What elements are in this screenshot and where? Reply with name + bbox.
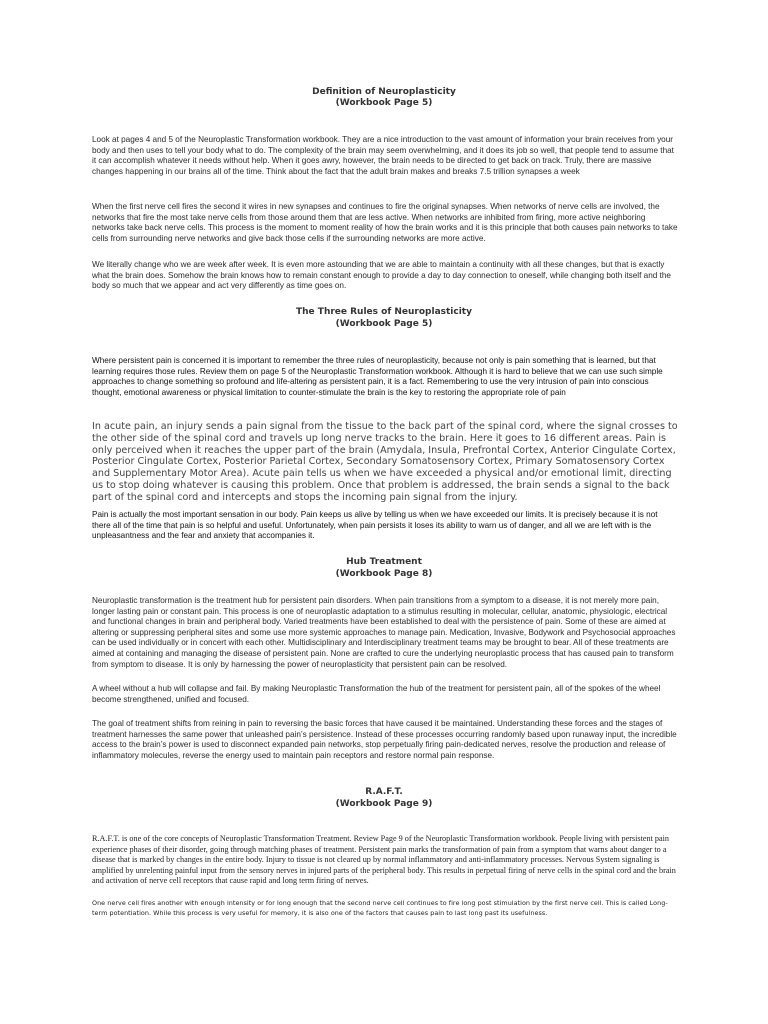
paragraph: In acute pain, an injury sends a pain signal from the tissue to the back part of the spinal cord, where the signal crosses to the other side of the spinal cord and travels up long nerve tracks to the brain. Here it goes to 16 different areas. Pain is only perceived when it reaches the upper part of the brain (Amydala, Insula, Prefrontal Cortex, Anterior Cingulate Cortex, Posterior Cingulate Cortex, Posterior Parietal Cortex, Secondary Somatosensory Cortex, Primary Somatosensory Cortex and Supplementary Motor Area). Acute pain tells us when we have exceeded a physical and/or emotional limit, directing us to stop doing whatever is causing this problem. Once that problem is addressed, the brain sends a signal to the back part of the spinal cord and intercepts and stops the incoming pain signal from the injury. [92,421,678,503]
section-title-hub-treatment: Hub Treatment [346,557,422,567]
section-title-neuroplasticity: Definition of Neuroplasticity [312,87,456,97]
paragraph: R.A.F.T. is one of the core concepts of Neuroplastic Transformation Treatment. Review Page 9 of the Neuroplastic Transformation workbook. People living with persistent pain experience phases of their disorder, going through matching phases of treatment. Persistent pain marks the transformation of pain from a symptom that warns about danger to a disease that is marked by changes in the entire body. Injury to tissue is not cleared up by normal inflammatory and anti-inflammatory processes. Nervous System signaling is amplified by unrelenting painful input from the sensory nerves in injured parts of the peripheral body. This results in perpetual firing of nerve cells in the spinal cord and the brain and activation of nerve cell receptors that cause rapid and long term firing of nerves. [92,834,676,886]
section-title-raft: R.A.F.T. [365,787,403,797]
section-subtitle-raft: (Workbook Page 9) [335,799,433,809]
section-subtitle-hub-treatment: (Workbook Page 8) [335,569,433,579]
paragraph: One nerve cell fires another with enough intensity or for long enough that the second nerve cell continues to fire long post stimulation by the first nerve cell. This is called Long-term potentiation. While this process is very useful for memory, it is also one of the factors that causes pain to last long past its usefulness. [92,899,668,917]
paragraph: Look at pages 4 and 5 of the Neuroplastic Transformation workbook. They are a nice introduction to the vast amount of information your brain receives from your body and then uses to tell your body what to do. The complexity of the brain may seem overwhelming, and it does its job so well, that people tend to assume that it can accomplish whatever it needs without help. When it goes awry, however, the brain needs to be directed to get back on track. Truly, there are massive changes happening in our brains all of the time. Think about the fact that the adult brain makes and breaks 7.5 trillion synapses a week [92,135,674,176]
paragraph: We literally change who we are week after week. It is even more astounding that we are able to maintain a continuity with all these changes, but that is exactly what the brain does. Somehow the brain knows how to remain constant enough to provide a day to day connection to oneself, while changing both itself and the body so much that we appear and act very differently as time goes on. [92,260,671,291]
section-title-three-rules: The Three Rules of Neuroplasticity [296,307,472,317]
section-subtitle-three-rules: (Workbook Page 5) [335,319,433,329]
paragraph: The goal of treatment shifts from reining in pain to reversing the basic forces that have caused it be maintained. Understanding these forces and the stages of treatment harnesses the same power that unleashed pain’s persistence. Instead of these processes occurring randomly based upon runaway input, the incredible access to the brain’s power is used to disconnect expanded pain networks, stop perpetually firing pain-dedicated nerves, resolve the production and release of inflammatory molecules, reverse the energy used to maintain pain receptors and restore normal pain response. [92,719,677,760]
section-subtitle-neuroplasticity: (Workbook Page 5) [335,98,433,108]
paragraph: When the first nerve cell fires the second it wires in new synapses and continues to fire the original synapses. When networks of nerve cells are involved, the networks that fire the most take nerve cells from those around them that are less active. When networks are inhibited from firing, more active neighboring networks take back nerve cells. This process is the moment to moment reality of how the brain works and it is this principle that both causes pain networks to take cells from surrounding nerve networks and give back those cells if the surrounding networks are more active. [92,202,678,243]
paragraph: Where persistent pain is concerned it is important to remember the three rules of neuroplasticity, because not only is pain something that is learned, but that learning requires those rules. Review them on page 5 of the Neuroplastic Transformation workbook. Although it is hard to believe that we can use such simple approaches to change something so profound and life-altering as persistent pain, it is a fact. Remembering to use the very intrusion of pain into conscious thought, emotional awareness or physical limitation to counter-stimulate the brain is the key to restoring the appropriate role of pain [92,356,663,397]
paragraph: Pain is actually the most important sensation in our body. Pain keeps us alive by telling us when we have exceeded our limits. It is precisely because it is not there all of the time that pain is so helpful and useful. Unfortunately, when pain persists it loses its ability to warn us of danger, and all we are left with is the unpleasantness and the fear and anxiety that accompanies it. [92,510,658,541]
paragraph: Neuroplastic transformation is the treatment hub for persistent pain disorders. When pain transitions from a symptom to a disease, it is not merely more pain, longer lasting pain or constant pain. This process is one of neuroplastic adaptation to a stimulus resulting in molecular, cellular, anatomic, physiologic, electrical and functional changes in brain and peripheral body. Varied treatments have been established to deal with the persistence of pain. Some of these are aimed at altering or suppressing peripheral sites and some use more systemic approaches to manage pain. Medication, Invasive, Bodywork and Psychosocial approaches can be used individually or in concert with each other. Multidisciplinary and Interdisciplinary treatment teams may be brought to bear. All of these treatments are aimed at containing and managing the disease of persistent pain. None are crafted to cure the underlying neuroplastic process that has caused pain to transform from symptom to disease. It is only by harnessing the power of neuroplasticity that persistent pain can be resolved. [92,596,676,669]
paragraph: A wheel without a hub will collapse and fail. By making Neuroplastic Transformation the hub of the treatment for persistent pain, all of the spokes of the wheel become strengthened, unified and focused. [92,684,661,704]
